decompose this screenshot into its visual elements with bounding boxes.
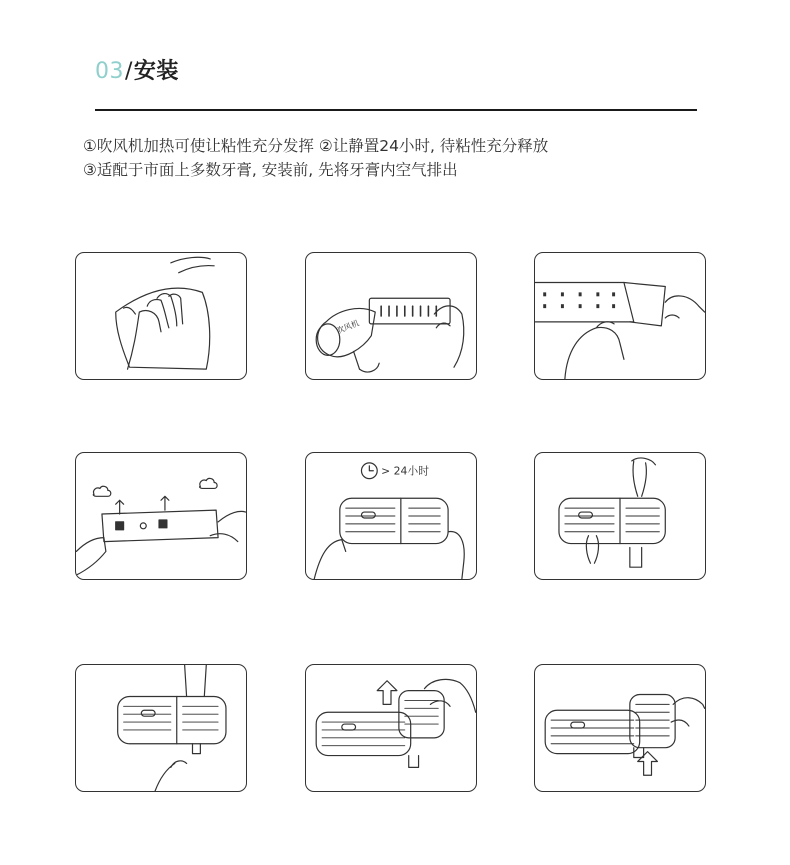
step-2-heat-adhesive bbox=[305, 252, 477, 380]
section-heading: 安装 bbox=[133, 59, 179, 84]
wipe-illustration bbox=[76, 253, 246, 379]
step-9-push-cup-holder bbox=[534, 664, 706, 792]
push-illustration bbox=[535, 665, 705, 791]
note-line-1: ①吹风机加热可使让粘性充分发挥 ②让静置24小时, 待粘性充分释放 bbox=[83, 137, 549, 155]
hair-dryer-illustration bbox=[306, 253, 476, 379]
step-8-lift-cup-holder bbox=[305, 664, 477, 792]
section-separator: / bbox=[125, 59, 133, 84]
installation-notes bbox=[83, 134, 548, 182]
step-4-press-mount bbox=[75, 452, 247, 580]
step-3-peel-backing bbox=[534, 252, 706, 380]
wait-illustration bbox=[306, 453, 476, 579]
timer-label: > 24小时 bbox=[381, 464, 430, 478]
section-title bbox=[95, 54, 179, 85]
step-6-insert-toothpaste bbox=[534, 452, 706, 580]
step-1-wipe-surface bbox=[75, 252, 247, 380]
note-line-2: ③适配于市面上多数牙膏, 安装前, 先将牙膏内空气排出 bbox=[83, 161, 458, 179]
step-7-attach-cup-holder bbox=[75, 664, 247, 792]
press-illustration bbox=[76, 453, 246, 579]
lift-illustration bbox=[306, 665, 476, 791]
section-number: 03 bbox=[95, 59, 124, 84]
peel-illustration bbox=[535, 253, 705, 379]
insert-illustration bbox=[535, 453, 705, 579]
title-divider bbox=[95, 109, 697, 111]
dryer-label: 吹风机 bbox=[335, 318, 361, 336]
arrow-up-icon bbox=[638, 752, 658, 776]
arrow-up-icon bbox=[377, 681, 397, 705]
attach-illustration bbox=[76, 665, 246, 791]
clock-icon bbox=[361, 463, 377, 479]
step-5-wait-24h bbox=[305, 452, 477, 580]
